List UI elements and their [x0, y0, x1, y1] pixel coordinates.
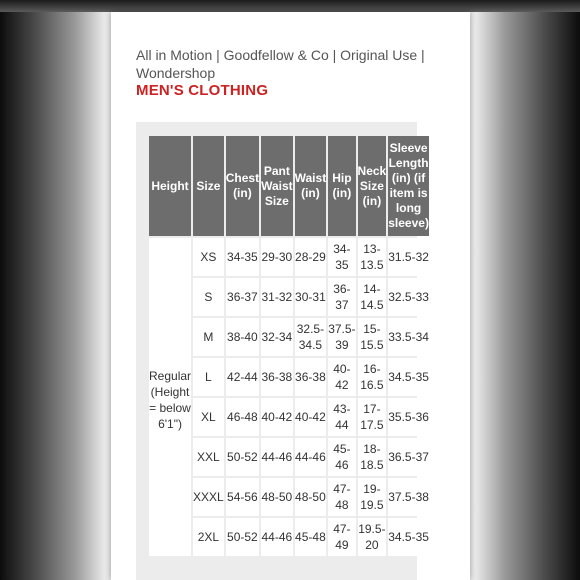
chest-cell: 50-52	[226, 518, 259, 556]
waist-cell: 28-29	[295, 238, 327, 276]
waist-cell: 48-50	[295, 478, 327, 516]
pant-waist-cell: 48-50	[261, 478, 293, 516]
neck-cell: 15-15.5	[358, 318, 387, 356]
sleeve-cell: 37.5-38	[388, 478, 429, 516]
waist-cell: 30-31	[295, 278, 327, 316]
waist-cell: 40-42	[295, 398, 327, 436]
hip-cell: 47-49	[328, 518, 355, 556]
size-cell: XXXL	[193, 478, 224, 516]
hip-cell: 45-46	[328, 438, 355, 476]
table-header-row	[149, 136, 429, 236]
size-cell: XS	[193, 238, 224, 276]
pant-waist-cell: 31-32	[261, 278, 293, 316]
brand-list: All in Motion | Goodfellow & Co | Original Use | Wondershop	[136, 47, 425, 81]
chest-cell: 50-52	[226, 438, 259, 476]
pant-waist-cell: 40-42	[261, 398, 293, 436]
size-cell: M	[193, 318, 224, 356]
neck-cell: 16-16.5	[358, 358, 387, 396]
waist-cell: 45-48	[295, 518, 327, 556]
column-header-sleeve: Sleeve Length (in) (if item is long sleeve)	[388, 136, 429, 236]
hip-cell: 36-37	[328, 278, 355, 316]
waist-cell: 36-38	[295, 358, 327, 396]
sleeve-cell: 36.5-37	[388, 438, 429, 476]
column-header-hip: Hip (in)	[328, 136, 355, 236]
sleeve-cell: 33.5-34	[388, 318, 429, 356]
table-row	[149, 238, 429, 276]
neck-cell: 19-19.5	[358, 478, 387, 516]
size-cell: XXL	[193, 438, 224, 476]
hip-cell: 34-35	[328, 238, 355, 276]
pant-waist-cell: 44-46	[261, 438, 293, 476]
pant-waist-cell: 29-30	[261, 238, 293, 276]
waist-cell: 44-46	[295, 438, 327, 476]
height-category-cell: Regular (Height = below 6'1")	[149, 238, 191, 556]
size-cell: L	[193, 358, 224, 396]
neck-cell: 19.5-20	[358, 518, 387, 556]
chest-cell: 42-44	[226, 358, 259, 396]
hip-cell: 37.5-39	[328, 318, 355, 356]
hip-cell: 40-42	[328, 358, 355, 396]
size-cell: S	[193, 278, 224, 316]
size-table-container	[136, 122, 429, 580]
column-header-height: Height	[149, 136, 191, 236]
waist-cell: 32.5-34.5	[295, 318, 327, 356]
hip-cell: 43-44	[328, 398, 355, 436]
sleeve-cell: 31.5-32	[388, 238, 429, 276]
column-header-waist: Waist (in)	[295, 136, 327, 236]
neck-cell: 13-13.5	[358, 238, 387, 276]
sleeve-cell: 32.5-33	[388, 278, 429, 316]
chest-cell: 38-40	[226, 318, 259, 356]
neck-cell: 17-17.5	[358, 398, 387, 436]
column-header-size: Size	[193, 136, 224, 236]
section-title: MEN'S CLOTHING	[136, 82, 269, 99]
frame-top-edge	[0, 0, 580, 12]
column-header-chest: Chest (in)	[226, 136, 259, 236]
neck-cell: 18-18.5	[358, 438, 387, 476]
chest-cell: 34-35	[226, 238, 259, 276]
size-cell: 2XL	[193, 518, 224, 556]
column-header-pant-waist: Pant Waist Size	[261, 136, 293, 236]
pant-waist-cell: 44-46	[261, 518, 293, 556]
size-table	[147, 134, 431, 558]
column-header-neck: Neck Size (in)	[358, 136, 387, 236]
chest-cell: 36-37	[226, 278, 259, 316]
size-cell: XL	[193, 398, 224, 436]
chest-cell: 54-56	[226, 478, 259, 516]
hip-cell: 47-48	[328, 478, 355, 516]
sleeve-cell: 34.5-35	[388, 518, 429, 556]
chest-cell: 46-48	[226, 398, 259, 436]
pant-waist-cell: 32-34	[261, 318, 293, 356]
pant-waist-cell: 36-38	[261, 358, 293, 396]
sleeve-cell: 34.5-35	[388, 358, 429, 396]
neck-cell: 14-14.5	[358, 278, 387, 316]
sleeve-cell: 35.5-36	[388, 398, 429, 436]
